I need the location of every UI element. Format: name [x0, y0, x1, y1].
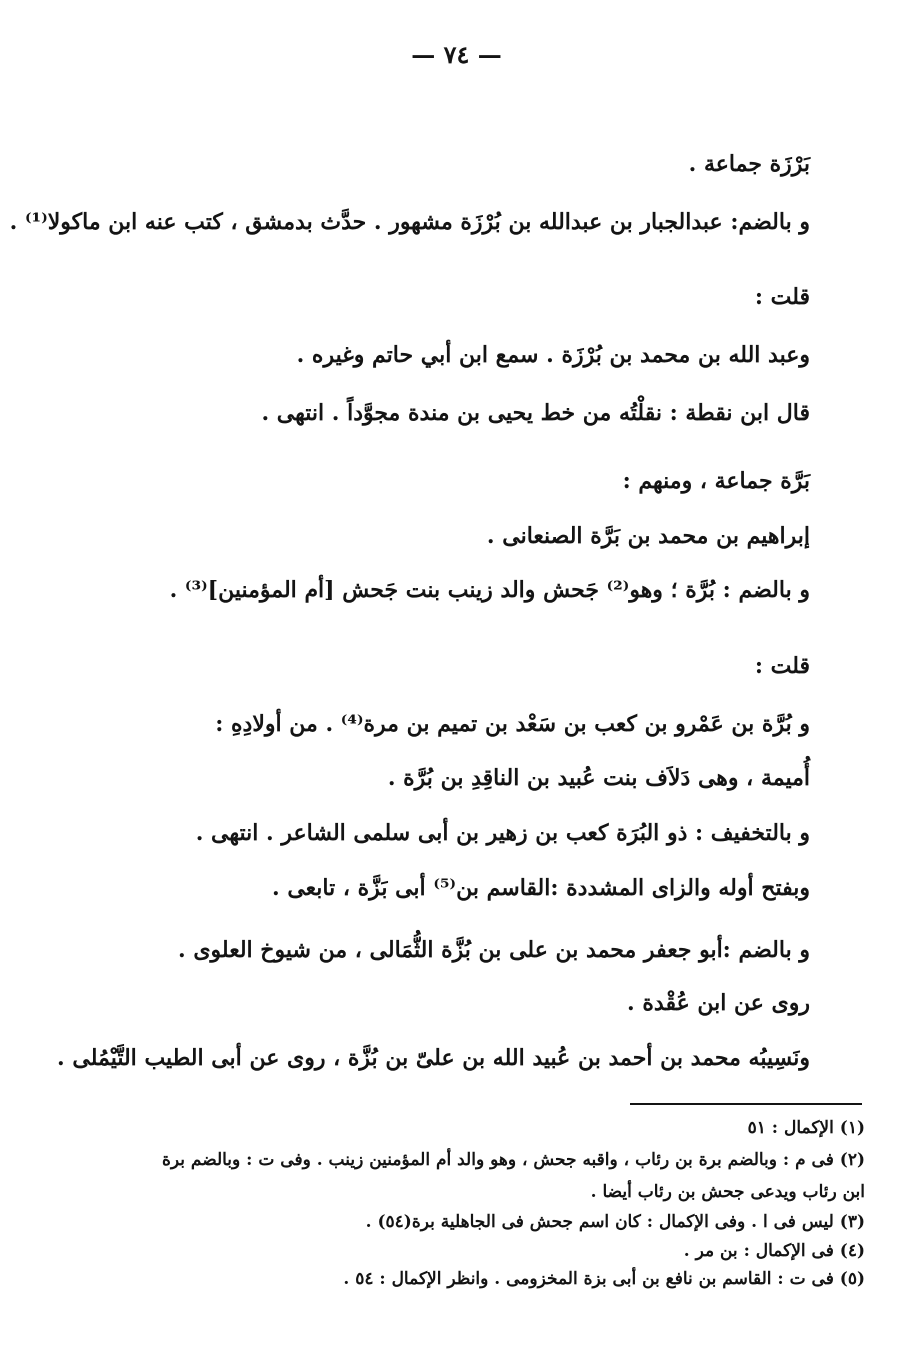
- text-line: و بالتخفيف : ذو البُرَة كعب بن زهير بن أبى سلمى الشاعر . انتهى .: [195, 820, 810, 846]
- footnote: (٢) فى م : وبالضم برة بن رئاب ، واقبه جحش ، وهو والد أم المؤمنين زينب . وفى ت : وبالضم برة: [161, 1150, 865, 1170]
- section-heading: قلت :: [754, 284, 810, 310]
- text-line: إبراهيم بن محمد بن بَرَّة الصنعانى .: [486, 523, 810, 549]
- text-line: و بالضم: عبدالجبار بن عبدالله بن بُرْزَة مشهور . حدَّث بدمشق ، كتب عنه ابن ماكولا⁽¹⁾ .: [9, 209, 810, 235]
- text-line: وبفتح أوله والزاى المشددة :القاسم بن⁽⁵⁾ أبى بَزَّة ، تابعى .: [272, 875, 810, 901]
- footnotes: [140, 0, 865, 1347]
- text-line: قال ابن نقطة : نقلْتُه من خط يحيى بن مندة مجوَّداً . انتهى .: [261, 400, 810, 426]
- footnote: (٤) فى الإكمال : بن مر .: [683, 1241, 865, 1261]
- text-line: و بُرَّة بن عَمْرو بن كعب بن سَعْد بن تميم بن مرة⁽⁴⁾ . من أولادِهِ :: [215, 711, 810, 737]
- footnote: (٥) فى ت : القاسم بن نافع بن أبى بزة المخزومى . وانظر الإكمال : ٥٤ .: [343, 1269, 865, 1289]
- text-line: بَرَّة جماعة ، ومنهم :: [622, 468, 810, 494]
- footnote-continuation: ابن رئاب ويدعى جحش بن رئاب أيضا .: [590, 1182, 865, 1202]
- text-line: و بالضم : بُرَّة ؛ وهو⁽²⁾ جَحش والد زينب بنت جَحش [أم المؤمنين]⁽³⁾ .: [169, 577, 810, 603]
- text-line: ونَسِيبُه محمد بن أحمد بن عُبيد الله بن علىّ بن بُزَّة ، روى عن أبى الطيب التَّيْمُلى .: [57, 1045, 810, 1071]
- text-line: بَرْزَة جماعة .: [688, 151, 810, 177]
- footnote: (١) الإكمال : ٥١: [747, 1118, 865, 1138]
- text-line: و بالضم :أبو جعفر محمد بن على بن بُزَّة الثُّمَالى ، من شيوخ العلوى .: [178, 937, 810, 963]
- text-line: روى عن ابن عُقْدة .: [627, 990, 810, 1016]
- page-number: — ٧٤ —: [411, 40, 502, 69]
- section-heading: قلت :: [754, 653, 810, 679]
- footnote: (٣) ليس فى ا . وفى الإكمال : كان اسم جحش فى الجاهلية برة(٥٤) .: [365, 1212, 865, 1232]
- text-line: أُميمة ، وهى دَلاَف بنت عُبيد بن الناقِدِ بن بُرَّة .: [387, 765, 810, 791]
- text-line: وعبد الله بن محمد بن بُرْزَة . سمع ابن أبي حاتم وغيره .: [296, 342, 810, 368]
